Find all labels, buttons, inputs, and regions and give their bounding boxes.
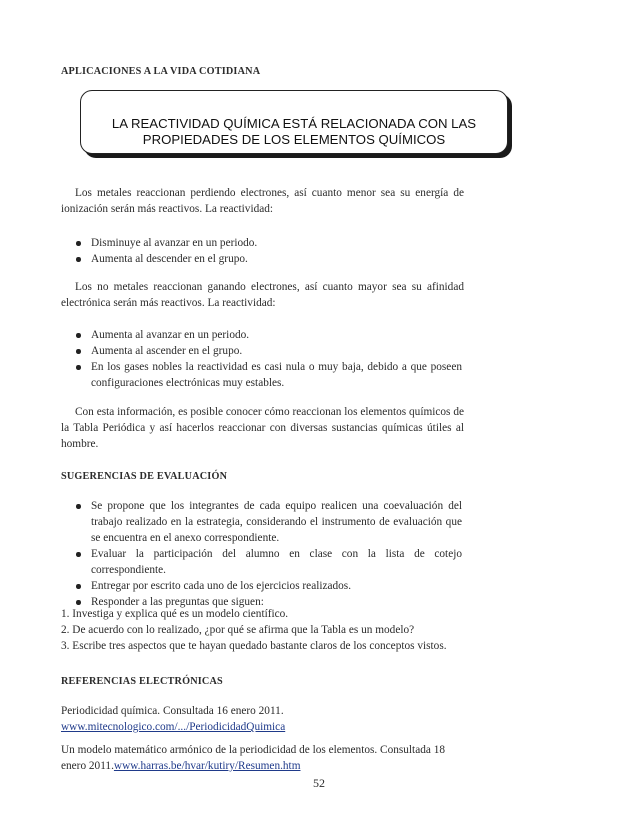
title-box-line-1: LA REACTIVIDAD QUÍMICA ESTÁ RELACIONADA CON LAS [111, 116, 477, 131]
list-item: Aumenta al ascender en el grupo. [75, 343, 462, 359]
list-item: Aumenta al avanzar en un periodo. [75, 327, 462, 343]
title-box-text [81, 116, 507, 148]
list-item: Disminuye al avanzar en un periodo. [75, 235, 462, 251]
list-item: Evaluar la participación del alumno en clase con la lista de cotejo correspondiente. [75, 546, 462, 578]
list-item: Entregar por escrito cada uno de los ejercicios realizados. [75, 578, 462, 594]
list-item: Se propone que los integrantes de cada equipo realicen una coevaluación del trabajo realizado en la estrategia, considerando el instrumento de evaluación que se encuentra en el anexo correspondiente. [75, 498, 462, 546]
list-item: Responder a las preguntas que siguen: [75, 594, 462, 610]
list-item: En los gases nobles la reactividad es casi nula o muy baja, debido a que poseen configuraciones electrónicas muy estables. [75, 359, 462, 391]
page-number: 52 [313, 776, 325, 790]
question-item: 3. Escribe tres aspectos que te hayan quedado bastante claros de los conceptos vistos. [61, 640, 447, 652]
reference-2-text: Un modelo matemático armónico de la periodicidad de los elementos. Consultada 18 [61, 744, 445, 756]
nonmetals-bullet-list [75, 327, 462, 391]
references-heading: REFERENCIAS ELECTRÓNICAS [61, 676, 223, 687]
question-item: 1. Investiga y explica qué es un modelo científico. [61, 608, 289, 620]
reference-2 [61, 742, 481, 774]
questions-list [61, 606, 464, 654]
evaluation-heading: SUGERENCIAS DE EVALUACIÓN [61, 471, 228, 482]
evaluation-bullet-list [75, 498, 462, 610]
reference-1-text: Periodicidad química. Consultada 16 enero 2011. [61, 705, 284, 717]
metals-paragraph: Los metales reaccionan perdiendo electrones, así cuanto menor sea su energía de ionización serán más reactivos. La reactividad: [61, 187, 464, 215]
reference-1-link[interactable]: www.mitecnologico.com/.../PeriodicidadQuimica [61, 721, 286, 733]
section-heading: APLICACIONES A LA VIDA COTIDIANA [61, 66, 261, 77]
reference-2-link[interactable]: www.harras.be/hvar/kutiry/Resumen.htm [113, 760, 301, 772]
reference-1 [61, 703, 481, 735]
title-box-line-2: PROPIEDADES DE LOS ELEMENTOS QUÍMICOS [142, 132, 446, 147]
list-item: Aumenta al descender en el grupo. [75, 251, 462, 267]
title-box [80, 90, 508, 154]
metals-bullet-list [75, 235, 462, 267]
reference-2-date: enero 2011. [61, 760, 114, 772]
conclusion-paragraph: Con esta información, es posible conocer cómo reaccionan los elementos químicos de la Tabla Periódica y así hacerlos reaccionar con diversas sustancias químicas útiles al hombre. [61, 406, 464, 450]
question-item: 2. De acuerdo con lo realizado, ¿por qué se afirma que la Tabla es un modelo? [61, 624, 415, 636]
nonmetals-paragraph: Los no metales reaccionan ganando electrones, así cuanto mayor sea su afinidad electrónica serán más reactivos. La reactividad: [61, 281, 464, 309]
